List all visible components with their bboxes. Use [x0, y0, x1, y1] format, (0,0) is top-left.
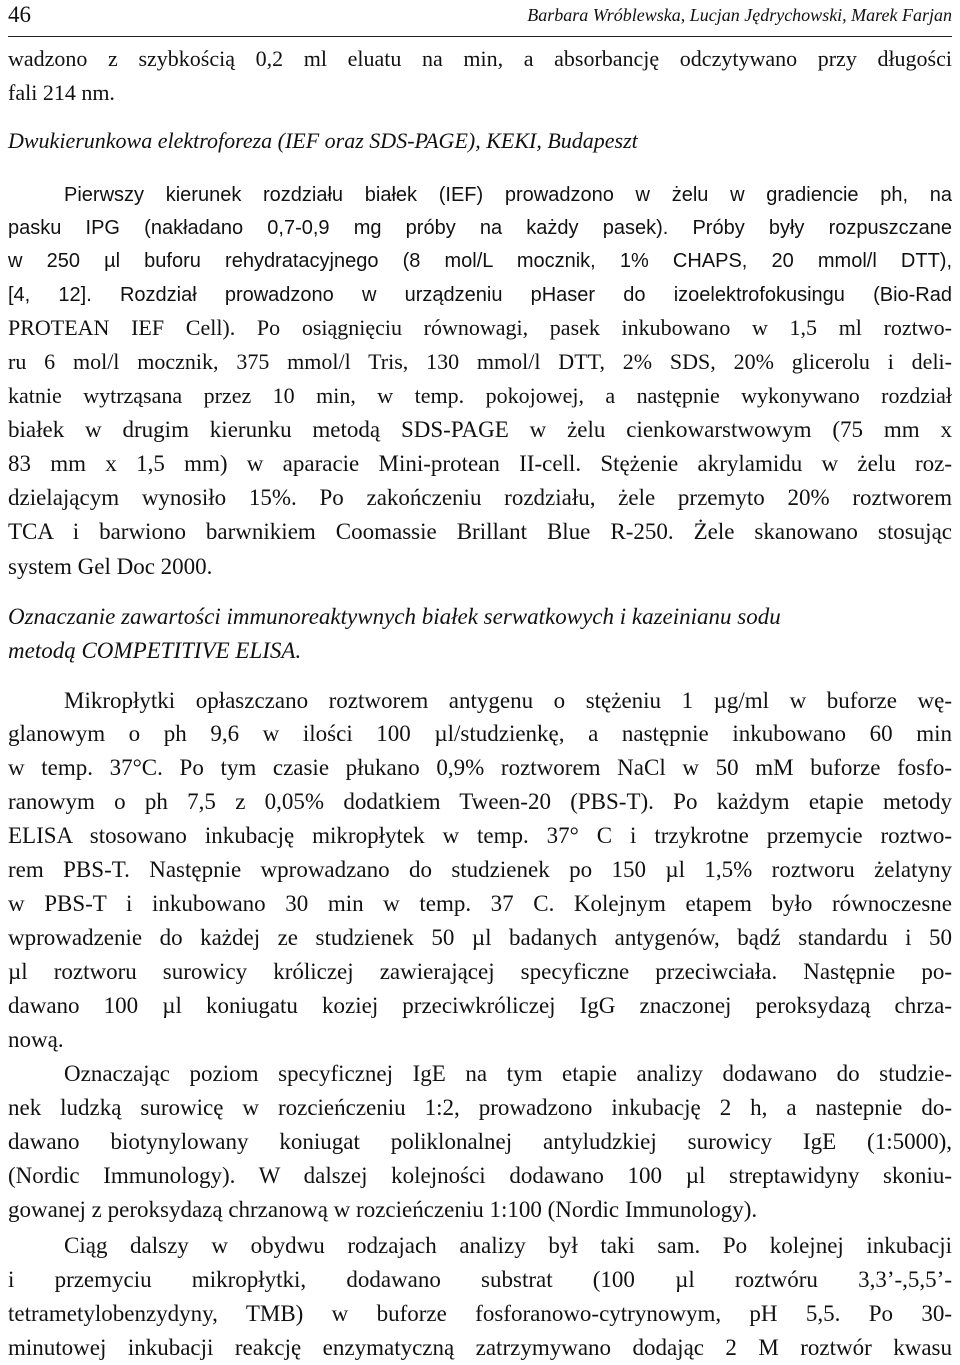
text-line: rem PBS-T. Następnie wprowadzano do studzienek po 150 µl 1,5% roztworu żelatyny: [8, 857, 952, 882]
text-line: ru 6 mol/l mocznik, 375 mmol/l Tris, 130 mmol/l DTT, 2% SDS, 20% glicerolu i deli-: [8, 349, 952, 374]
text-line: Ciąg dalszy w obydwu rodzajach analizy był taki sam. Po kolejnej inkubacji: [64, 1233, 952, 1258]
text-line: dzielającym wynosiło 15%. Po zakończeniu rozdziału, żele przemyto 20% roztworem: [8, 485, 952, 510]
text-line: w 250 µl buforu rehydratacyjnego (8 mol/L mocznik, 1% CHAPS, 20 mmol/l DTT),: [8, 250, 952, 272]
text-line: PROTEAN IEF Cell). Po osiągnięciu równowagi, pasek inkubowano w 1,5 ml roztwo-: [8, 315, 952, 340]
text-line: minutowej inkubacji reakcję enzymatyczną zatrzymywano dodając 2 M roztwór kwasu: [8, 1335, 952, 1360]
text-line: glanowym o ph 9,6 w ilości 100 µl/studzienkę, a następnie inkubowano 60 min: [8, 721, 952, 746]
text-line: fali 214 nm.: [8, 80, 115, 105]
text-line: (Nordic Immunology). W dalszej kolejności dodawano 100 µl streptawidyny skoniu-: [8, 1163, 952, 1188]
text-line: wadzono z szybkością 0,2 ml eluatu na min, a absorbancję odczytywano przy długości: [8, 46, 952, 71]
text-line: dawano biotynylowany koniugat poliklonalnej antyludzkiej surowicy IgE (1:5000),: [8, 1129, 952, 1154]
text-line: w temp. 37°C. Po tym czasie płukano 0,9% roztworem NaCl w 50 mM buforze fosfo-: [8, 755, 952, 780]
text-line: Pierwszy kierunek rozdziału białek (IEF) prowadzono w żelu w gradiencie ph, na: [64, 184, 952, 206]
text-line: ELISA stosowano inkubację mikropłytek w temp. 37° C i trzykrotne przemycie roztwo-: [8, 823, 952, 848]
text-line: system Gel Doc 2000.: [8, 554, 213, 579]
text-line: nek ludzką surowicę w rozcieńczeniu 1:2, prowadzono inkubację 2 h, a nastepnie do-: [8, 1095, 952, 1120]
text-line: Mikropłytki opłaszczano roztworem antygenu o stężeniu 1 µg/ml w buforze wę-: [64, 688, 952, 713]
text-line: tetrametylobenzydyny, TMB) w buforze fosforanowo-cytrynowym, pH 5,5. Po 30-: [8, 1301, 952, 1326]
section-heading: Oznaczanie zawartości immunoreaktywnych białek serwatkowych i kazeinianu sodu: [8, 604, 781, 629]
text-line: i przemyciu mikropłytki, dodawano substrat (100 µl roztwóru 3,3’-,5,5’-: [8, 1267, 952, 1292]
text-line: w PBS-T i inkubowano 30 min w temp. 37 C. Kolejnym etapem było równoczesne: [8, 891, 952, 916]
text-line: gowanej z peroksydazą chrzanową w rozcieńczeniu 1:100 (Nordic Immunology).: [8, 1197, 758, 1222]
section-heading: metodą COMPETITIVE ELISA.: [8, 638, 302, 663]
text-line: TCA i barwiono barwnikiem Coomassie Brillant Blue R-250. Żele skanowano stosując: [8, 519, 952, 544]
text-line: [4, 12]. Rozdział prowadzono w urządzeniu pHaser do izoelektrofokusingu (Bio-Rad: [8, 284, 952, 306]
text-line: białek w drugim kierunku metodą SDS-PAGE w żelu cienkowarstwowym (75 mm x: [8, 417, 952, 442]
page-header: [8, 0, 952, 37]
text-line: µl roztworu surowicy króliczej zawierającej specyficzne przeciwciała. Następnie po-: [8, 959, 952, 984]
text-line: wprowadzenie do każdej ze studzienek 50 µl badanych antygenów, bądź standardu i 50: [8, 925, 952, 950]
text-line: Oznaczając poziom specyficznej IgE na tym etapie analizy dodawano do studzie-: [64, 1061, 952, 1086]
text-line: 83 mm x 1,5 mm) w aparacie Mini-protean II-cell. Stężenie akrylamidu w żelu roz-: [8, 451, 952, 476]
text-line: pasku IPG (nakładano 0,7-0,9 mg próby na każdy pasek). Próby były rozpuszczane: [8, 217, 952, 239]
text-line: dawano 100 µl koniugatu koziej przeciwkróliczej IgG znaczonej peroksydazą chrza-: [8, 993, 952, 1018]
page-number: 46: [8, 2, 31, 27]
text-line: ranowym o ph 7,5 z 0,05% dodatkiem Tween-20 (PBS-T). Po każdym etapie metody: [8, 789, 952, 814]
text-line: nową.: [8, 1027, 64, 1052]
section-heading: Dwukierunkowa elektroforeza (IEF oraz SDS-PAGE), KEKI, Budapeszt: [8, 128, 638, 153]
running-head: Barbara Wróblewska, Lucjan Jędrychowski, Marek Farjan: [527, 5, 952, 25]
text-line: katnie wytrząsana przez 10 min, w temp. pokojowej, a następnie wykonywano rozdział: [8, 383, 952, 408]
